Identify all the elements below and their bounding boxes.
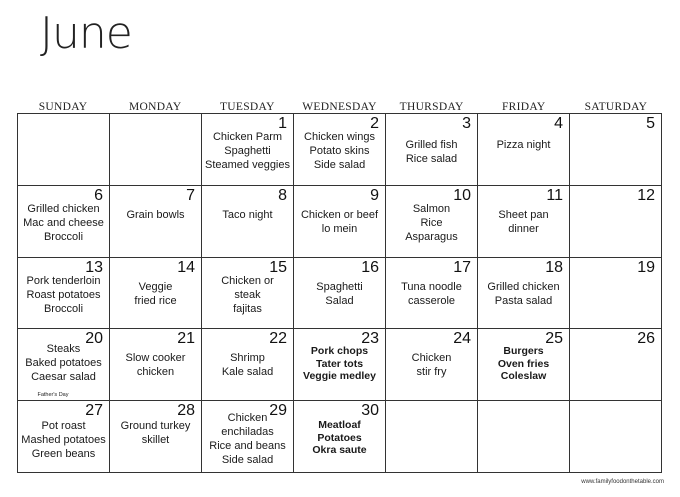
calendar-day-cell xyxy=(110,329,202,401)
day-number: 29 xyxy=(269,402,287,420)
meal-line: Veggie medley xyxy=(303,370,376,383)
weekday-label: SATURDAY xyxy=(584,101,648,113)
meal-line: Chicken Parm xyxy=(212,131,283,143)
meal-line: Pizza night xyxy=(496,139,551,151)
calendar-day-cell xyxy=(18,401,110,473)
meal-line: Grain bowls xyxy=(126,208,185,221)
meal-plan xyxy=(294,130,385,172)
day-number: 13 xyxy=(85,258,103,276)
meal-plan xyxy=(386,202,477,244)
meal-line: Grilled chicken xyxy=(27,202,100,215)
holiday-note: Father's Day xyxy=(37,392,69,399)
meal-plan xyxy=(478,138,569,152)
meal-line: fried rice xyxy=(134,294,177,307)
meal-plan xyxy=(110,419,201,447)
meal-line: Chicken wings xyxy=(304,131,375,143)
meal-line: Rice and beans xyxy=(209,440,286,453)
day-number: 15 xyxy=(269,258,287,276)
meal-plan xyxy=(18,419,109,461)
meal-line: Ground turkey xyxy=(120,420,191,433)
calendar-day-cell xyxy=(202,401,294,473)
meal-line: lo mein xyxy=(321,222,358,235)
meal-plan xyxy=(110,280,201,308)
meal-plan xyxy=(294,419,385,457)
meal-line: Side salad xyxy=(313,159,366,171)
calendar-day-cell xyxy=(202,186,294,258)
day-number: 8 xyxy=(278,186,287,204)
calendar-day-cell xyxy=(478,114,570,186)
meal-line: dinner xyxy=(508,222,539,235)
meal-line: Oven fries xyxy=(497,357,550,370)
calendar-day-cell xyxy=(18,258,110,330)
meal-line: enchiladas xyxy=(221,426,274,439)
calendar-day-cell xyxy=(386,401,478,473)
meal-line: Grilled chicken xyxy=(487,280,560,293)
day-number: 10 xyxy=(453,186,471,204)
meal-line: Pork tenderloin xyxy=(26,274,101,287)
calendar-day-cell xyxy=(294,186,386,258)
meal-plan xyxy=(110,208,201,222)
calendar-day-cell xyxy=(18,186,110,258)
calendar-day-cell xyxy=(18,114,110,186)
calendar-day-cell xyxy=(570,401,662,473)
weekday-header-row xyxy=(17,101,662,113)
meal-line: fajitas xyxy=(233,302,262,315)
calendar-day-cell xyxy=(570,258,662,330)
meal-line: Slow cooker xyxy=(125,352,186,365)
meal-line: Potato skins xyxy=(309,145,370,157)
meal-line: Caesar salad xyxy=(31,371,96,384)
meal-plan xyxy=(294,208,385,236)
meal-line: Rice xyxy=(420,216,443,229)
meal-line: Chicken or xyxy=(221,274,274,287)
meal-plan xyxy=(294,280,385,308)
calendar-day-cell xyxy=(294,258,386,330)
meal-line: Sheet pan xyxy=(498,208,549,221)
calendar-day-cell xyxy=(202,114,294,186)
meal-plan xyxy=(202,208,293,222)
meal-line: steak xyxy=(234,288,261,301)
meal-plan xyxy=(478,280,569,308)
meal-line: Okra saute xyxy=(312,444,367,457)
weekday-label: MONDAY xyxy=(128,101,182,113)
day-number: 24 xyxy=(453,330,471,348)
calendar-day-cell xyxy=(570,114,662,186)
meal-plan xyxy=(386,280,477,308)
meal-plan xyxy=(294,345,385,383)
day-number: 17 xyxy=(453,258,471,276)
calendar-day-cell xyxy=(478,186,570,258)
day-number: 1 xyxy=(278,115,287,132)
meal-line: Pot roast xyxy=(41,420,86,433)
meal-line: Broccoli xyxy=(43,230,84,243)
day-number: 3 xyxy=(462,115,471,132)
day-number: 12 xyxy=(637,186,655,204)
weekday-label: FRIDAY xyxy=(501,101,546,113)
meal-line: Roast potatoes xyxy=(26,288,101,301)
meal-plan xyxy=(202,274,293,316)
day-number: 23 xyxy=(361,330,379,348)
meal-line: Chicken xyxy=(227,412,268,425)
meal-plan xyxy=(478,208,569,236)
meal-line: chicken xyxy=(136,366,175,379)
meal-line: Mashed potatoes xyxy=(21,434,106,447)
day-number: 14 xyxy=(177,258,195,276)
weekday-label: SUNDAY xyxy=(38,101,88,113)
day-number: 21 xyxy=(177,330,195,348)
meal-line: Chicken xyxy=(411,352,452,365)
meal-line: Steamed veggies xyxy=(205,159,290,171)
meal-line: Grilled fish xyxy=(405,139,458,151)
meal-plan xyxy=(18,274,109,316)
meal-line: Coleslaw xyxy=(500,370,547,383)
meal-line: Pork chops xyxy=(310,345,369,358)
weekday-label: THURSDAY xyxy=(399,101,464,113)
meal-line: Spaghetti xyxy=(316,280,363,293)
day-number: 11 xyxy=(546,186,563,204)
meal-line: Asparagus xyxy=(405,230,458,243)
meal-line: Broccoli xyxy=(43,302,84,315)
meal-line: Rice salad xyxy=(405,153,458,165)
meal-plan xyxy=(18,342,109,384)
meal-line: Baked potatoes xyxy=(25,357,102,370)
meal-plan xyxy=(18,202,109,244)
day-number: 6 xyxy=(94,186,103,204)
calendar-day-cell xyxy=(294,329,386,401)
meal-line: Taco night xyxy=(222,208,273,221)
meal-line: Spaghetti xyxy=(224,145,271,157)
meal-plan xyxy=(386,138,477,166)
calendar-day-cell xyxy=(478,258,570,330)
meal-line: Shrimp xyxy=(230,352,265,365)
day-number: 26 xyxy=(637,330,655,348)
meal-line: Green beans xyxy=(31,448,96,461)
day-number: 30 xyxy=(361,402,379,420)
weekday-label: TUESDAY xyxy=(219,101,275,113)
calendar-day-cell xyxy=(386,186,478,258)
day-number: 28 xyxy=(177,402,195,420)
meal-line: Pasta salad xyxy=(494,294,553,307)
day-number: 25 xyxy=(545,330,563,348)
website-footer: www.familyfoodonthetable.com xyxy=(581,479,664,485)
day-number: 27 xyxy=(85,402,103,420)
meal-plan xyxy=(202,411,293,467)
calendar-day-cell xyxy=(386,114,478,186)
day-number: 19 xyxy=(637,258,655,276)
weekday-label: WEDNESDAY xyxy=(302,101,377,113)
meal-line: Tater tots xyxy=(315,357,364,370)
meal-line: Salmon xyxy=(412,202,451,215)
day-number: 2 xyxy=(370,115,379,132)
meal-line: Veggie xyxy=(138,280,173,293)
meal-line: Steaks xyxy=(46,343,81,356)
day-number: 16 xyxy=(361,258,379,276)
day-number: 18 xyxy=(545,258,563,276)
day-number: 20 xyxy=(85,330,103,348)
meal-line: Potatoes xyxy=(317,431,362,444)
calendar-grid xyxy=(17,113,662,473)
meal-plan xyxy=(110,351,201,379)
meal-line: Salad xyxy=(325,294,354,307)
calendar-day-cell xyxy=(570,186,662,258)
calendar-day-cell xyxy=(110,114,202,186)
day-number: 7 xyxy=(186,186,195,204)
meal-line: Tuna noodle xyxy=(401,280,462,293)
day-number: 22 xyxy=(269,330,287,348)
calendar-day-cell xyxy=(294,401,386,473)
meal-line: Kale salad xyxy=(221,366,274,379)
meal-line: Mac and cheese xyxy=(23,216,104,229)
calendar-day-cell xyxy=(478,329,570,401)
calendar-day-cell xyxy=(570,329,662,401)
meal-plan xyxy=(386,351,477,379)
calendar-day-cell xyxy=(202,258,294,330)
meal-line: Chicken or beef xyxy=(300,208,379,221)
meal-line: stir fry xyxy=(416,366,447,379)
calendar-day-cell xyxy=(386,258,478,330)
calendar-day-cell xyxy=(110,401,202,473)
calendar-day-cell xyxy=(18,329,110,401)
calendar-day-cell xyxy=(386,329,478,401)
meal-plan xyxy=(202,130,293,172)
calendar-day-cell xyxy=(294,114,386,186)
meal-line: Burgers xyxy=(503,345,544,358)
calendar-day-cell xyxy=(202,329,294,401)
day-number: 9 xyxy=(370,186,379,204)
calendar-day-cell xyxy=(110,186,202,258)
day-number: 5 xyxy=(646,115,655,132)
month-title: June xyxy=(40,8,132,59)
meal-line: casserole xyxy=(407,294,456,307)
meal-line: Meatloaf xyxy=(318,419,361,432)
calendar-day-cell xyxy=(110,258,202,330)
meal-line: skillet xyxy=(141,434,170,447)
meal-plan xyxy=(478,345,569,383)
day-number: 4 xyxy=(554,115,563,132)
meal-line: Side salad xyxy=(221,454,274,467)
meal-plan xyxy=(202,351,293,379)
calendar-day-cell xyxy=(478,401,570,473)
